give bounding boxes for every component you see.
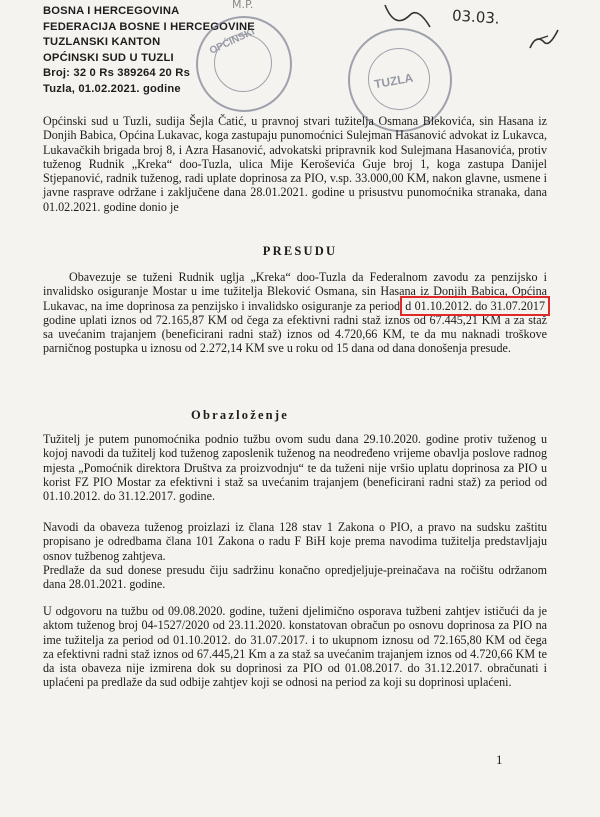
stamp-2-text: TUZLA bbox=[373, 70, 415, 92]
header-court: OPĆINSKI SUD U TUZLI bbox=[43, 51, 174, 64]
header-canton: TUZLANSKI KANTON bbox=[43, 36, 161, 48]
mp-label: M.P. bbox=[232, 0, 254, 11]
reasoning-paragraph-4: U odgovoru na tužbu od 09.08.2020. godine, tuženi djelimično osporava tužbeni zahtjev ističući da je aktom tuženog broj 04-1527/2020 od 23.11.2020. konstatovan obračun po osnovu doprinosa za PIO na ime tužitelja za period od 01.10.2012. do 31.07.2017. i to ukupnom iznosu od 72.165,80 KM od čega za efektivni radni staž iznos od 67.445,21 Km a za staž sa uvećanim trajanjem iznos od 4.720,66 KM te da ista obaveza nije izmirena dok su doprinosi za PIO od 01.08.2017. do 31.12.2017. obračunati i uplaćeni pa predlaže da sud odbije zahtjev koji se odnosi na period za koji su doprinosi uplaćeni. bbox=[43, 604, 547, 690]
intro-paragraph: Općinski sud u Tuzli, sudija Šejla Čatić, u pravnoj stvari tužitelja Osmana Blekovića, sin Hasana iz Donjih Babica, Općina Lukavac, koga zastupaju punomoćnici Sulejman Hasanović advokat iz Lukavca, Lukavačkih brigada broj 8, i Azra Hasanović, advokatski pripravnik kod Sulejmana Hasanovića, protiv tuženog Rudnik „Kreka“ doo-Tuzla, ulica Mije Keroševića Guje broj 1, koga zastupa Danijel Stjepanović, radnik tuženog, radi uplate doprinosa za PIO, v.sp. 33.000,00 KM, nakon glavne, usmene i javne rasprave održane i zaključene dana 28.01.2021. godine u prisustvu punomoćnika stranaka, dana 01.02.2021. godine donio je bbox=[43, 114, 547, 214]
handwritten-date: 03.03. bbox=[451, 6, 501, 28]
reasoning-paragraph-3: Predlaže da sud donese presudu čiju sadržinu konačno opredjeljuje-preinačava na ročištu održanom dana 28.01.2021. godine. bbox=[43, 563, 547, 592]
case-number: Broj: 32 0 Rs 389264 20 Rs bbox=[43, 67, 190, 79]
verdict-paragraph bbox=[43, 270, 547, 356]
court-stamp-1 bbox=[196, 16, 292, 112]
reasoning-paragraph-1: Tužitelj je putem punomoćnika podnio tužbu ovom sudu dana 29.10.2020. godine protiv tuženog u kojoj navodi da tužitelj kod tuženog zaposlenik tuženog na neodređeno vrijeme obavlja poslove radnog mjesta „Pomoćnik direktora Društva za proizvodnju“ te da tuženi nije vršio uplatu doprinosa za PIO u korist FZ PIO Mostar za efektivni i staž sa uvećanim trajanjem (beneficirani radni staž) za period od 01.10.2012. do 31.12.2017. godine. bbox=[43, 432, 547, 504]
page-number: 1 bbox=[496, 752, 503, 767]
verdict-text-before: Obavezuje se tuženi Rudnik uglja „Kreka“ doo-Tuzla da Federalnom zavodu za penzijsko i invalidsko osiguranje Mostar u ime tužitelja Bleković Osmana, sin Hasana iz Donjih Babica, Općina Lukavac, na ime doprinosa za penzijsko i invalidsko osiguranje za period bbox=[43, 270, 547, 313]
header-date: Tuzla, 01.02.2021. godine bbox=[43, 82, 181, 95]
highlighted-period: d 01.10.2012. do 31.07.2017 bbox=[405, 298, 546, 313]
verdict-text-after: godine uplati iznos od 72.165,87 KM od čega za efektivni radni staž iznos od 67.445,21 KM a za staž sa uvećanim trajanjem (beneficirani radni staž) iznos od 4.720,66 KM, te da mu naknadi troškove parničnog postupka u iznosu od 2.272,14 KM sve u roku od 15 dana od dana donošenja presude. bbox=[43, 312, 547, 356]
stamp-1-text: OPĆINSKI bbox=[207, 26, 257, 57]
reasoning-heading: Obrazloženje bbox=[191, 408, 289, 422]
header-federation: FEDERACIJA BOSNE I HERCEGOVINE bbox=[43, 20, 255, 33]
verdict-heading: PRESUDU bbox=[262, 244, 338, 258]
reasoning-paragraph-2: Navodi da obaveza tuženog proizlazi iz člana 128 stav 1 Zakona o PIO, a pravo na sudsku zaštitu propisano je odredbama člana 101 Zakona o radu F BiH koje prema navodima tužitelja predstavljaju osnov tužbenog zahtjeva. bbox=[43, 520, 547, 563]
header-country: BOSNA I HERCEGOVINA bbox=[43, 5, 180, 17]
